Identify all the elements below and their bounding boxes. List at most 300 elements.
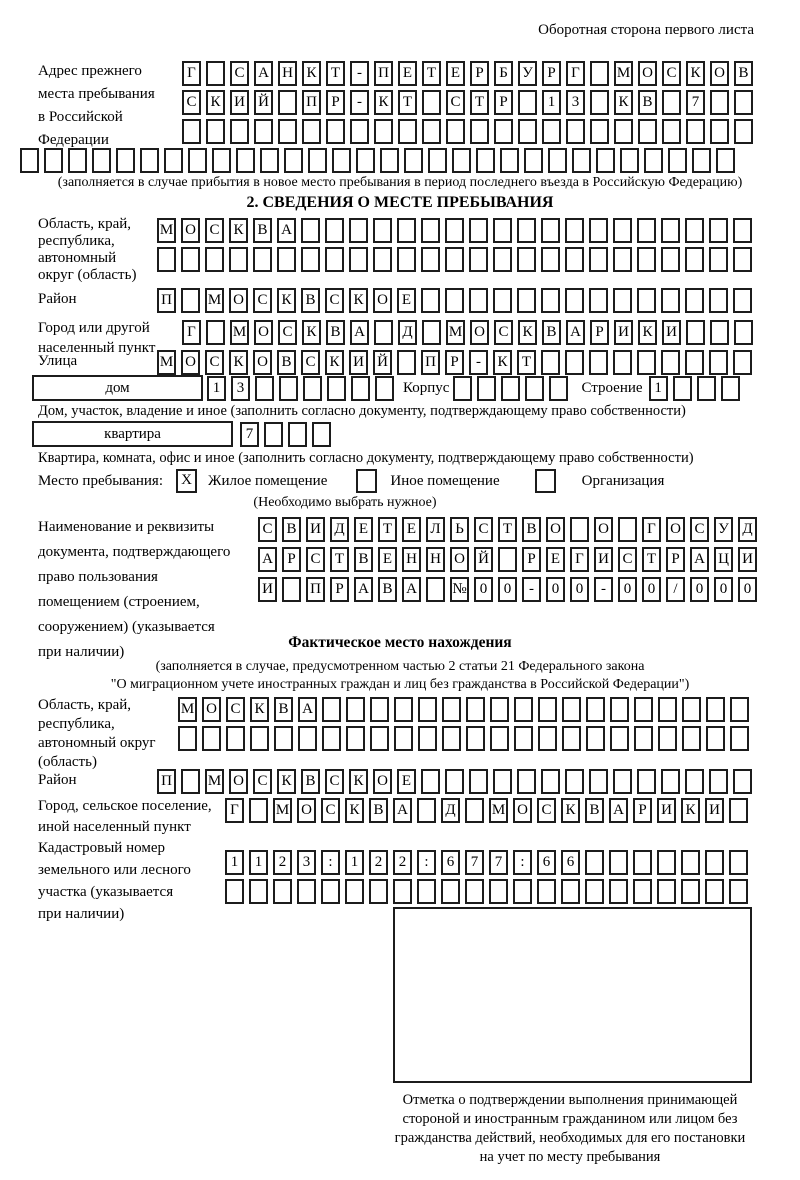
char-box (327, 376, 346, 401)
char-box: К (681, 798, 700, 823)
char-box (710, 90, 729, 115)
char-box (613, 288, 632, 313)
char-box: К (349, 288, 368, 313)
char-box (609, 850, 628, 875)
char-box (393, 879, 412, 904)
char-box: О (181, 218, 200, 243)
char-box: С (446, 90, 465, 115)
char-box (566, 119, 585, 144)
char-box (585, 879, 604, 904)
stay-type-option-zhiloe: Жилое помещение (208, 472, 328, 489)
char-box: М (489, 798, 508, 823)
char-box (562, 697, 581, 722)
char-box (681, 879, 700, 904)
char-box: Д (330, 517, 349, 542)
char-box (469, 218, 488, 243)
label-line: Наименование и реквизиты (38, 519, 215, 535)
char-box: К (206, 90, 225, 115)
label-line: Город или другой (38, 320, 150, 336)
char-box: Т (378, 517, 397, 542)
char-box: Р (330, 577, 349, 602)
char-box (278, 90, 297, 115)
char-box (561, 879, 580, 904)
char-box (517, 769, 536, 794)
stay-type-option-inoe: Иное помещение (390, 472, 500, 489)
label-line: земельного или лесного (38, 862, 191, 878)
char-box: К (561, 798, 580, 823)
char-box: И (230, 90, 249, 115)
char-box (565, 218, 584, 243)
actual-district-label: Район (38, 772, 77, 788)
stay-type-row (38, 469, 664, 493)
char-box (501, 376, 520, 401)
char-box: В (282, 517, 301, 542)
char-box: С (205, 218, 224, 243)
char-box: 3 (566, 90, 585, 115)
char-box (253, 247, 272, 272)
char-box (637, 769, 656, 794)
char-box (590, 119, 609, 144)
char-box: 0 (738, 577, 757, 602)
char-box (565, 288, 584, 313)
stroenie-label: Строение (581, 380, 643, 396)
char-box (610, 697, 629, 722)
char-box (418, 697, 437, 722)
char-box (681, 850, 700, 875)
char-box (301, 218, 320, 243)
char-box (524, 148, 543, 173)
char-box (476, 148, 495, 173)
char-box: 1 (649, 376, 668, 401)
char-box: Т (326, 61, 345, 86)
char-box (661, 218, 680, 243)
char-box: И (657, 798, 676, 823)
char-box: Й (474, 547, 493, 572)
char-box (613, 247, 632, 272)
house-note: Дом, участок, владение и иное (заполнить согласно документу, подтверждающему право собственности) (38, 403, 686, 419)
char-box (303, 376, 322, 401)
char-box (188, 148, 207, 173)
label-line: округ (область) (38, 267, 137, 283)
char-box: М (230, 320, 249, 345)
char-box (634, 697, 653, 722)
char-box (716, 148, 735, 173)
district-row (157, 288, 752, 313)
label-line: гражданства действий, необходимых для его постановки (394, 1130, 746, 1146)
char-box (661, 769, 680, 794)
house-number-boxes (207, 376, 394, 401)
char-box: 0 (546, 577, 565, 602)
char-box: 7 (240, 422, 259, 447)
char-box (662, 119, 681, 144)
char-box: 7 (489, 850, 508, 875)
char-box (260, 148, 279, 173)
char-box: Ь (450, 517, 469, 542)
char-box: Д (441, 798, 460, 823)
char-box: С (278, 320, 297, 345)
char-box: 6 (561, 850, 580, 875)
char-box (445, 218, 464, 243)
char-box: : (417, 850, 436, 875)
char-box (692, 148, 711, 173)
char-box: С (325, 769, 344, 794)
char-box: В (585, 798, 604, 823)
char-box (477, 376, 496, 401)
char-box (610, 726, 629, 751)
char-box (374, 119, 393, 144)
char-box (394, 726, 413, 751)
char-box (589, 350, 608, 375)
char-box: К (345, 798, 364, 823)
char-box (514, 697, 533, 722)
char-box (493, 247, 512, 272)
char-box (596, 148, 615, 173)
char-box (613, 350, 632, 375)
document-row-3 (258, 577, 757, 602)
char-box (205, 247, 224, 272)
char-box: О (254, 320, 273, 345)
char-box (518, 119, 537, 144)
char-box: У (518, 61, 537, 86)
cadastral-row-1 (225, 850, 748, 875)
section2-title: 2. СВЕДЕНИЯ О МЕСТЕ ПРЕБЫВАНИЯ (246, 194, 554, 211)
char-box: - (594, 577, 613, 602)
char-box (298, 726, 317, 751)
char-box (709, 218, 728, 243)
char-box: А (690, 547, 709, 572)
char-box: Е (398, 61, 417, 86)
char-box: П (157, 288, 176, 313)
char-box (312, 422, 331, 447)
char-box (370, 697, 389, 722)
char-box: И (258, 577, 277, 602)
label-line: Кадастровый номер (38, 840, 165, 856)
char-box (428, 148, 447, 173)
char-box: 0 (474, 577, 493, 602)
char-box: : (321, 850, 340, 875)
char-box: С (205, 350, 224, 375)
char-box: С (253, 288, 272, 313)
char-box: Т (330, 547, 349, 572)
char-box: К (493, 350, 512, 375)
char-box: Н (278, 61, 297, 86)
char-box: 7 (686, 90, 705, 115)
char-box: О (181, 350, 200, 375)
char-box: А (298, 697, 317, 722)
char-box (637, 288, 656, 313)
char-box (351, 376, 370, 401)
char-box (517, 247, 536, 272)
char-box (541, 769, 560, 794)
char-box (489, 879, 508, 904)
char-box: И (738, 547, 757, 572)
char-box (733, 218, 752, 243)
stay-type-checkbox-zhiloe: X (176, 469, 197, 493)
char-box (264, 422, 283, 447)
char-box (729, 798, 748, 823)
char-box (181, 769, 200, 794)
char-box: Г (570, 547, 589, 572)
char-box: - (350, 61, 369, 86)
actual-region-row-2 (178, 726, 749, 751)
char-box: М (157, 218, 176, 243)
char-box (230, 119, 249, 144)
char-box: П (157, 769, 176, 794)
document-row-1 (258, 517, 757, 542)
char-box (373, 247, 392, 272)
char-box: 1 (249, 850, 268, 875)
char-box: О (470, 320, 489, 345)
char-box: А (258, 547, 277, 572)
char-box (426, 577, 445, 602)
char-box (500, 148, 519, 173)
char-box (277, 247, 296, 272)
char-box (657, 850, 676, 875)
char-box (542, 119, 561, 144)
char-box: Г (225, 798, 244, 823)
char-box (709, 769, 728, 794)
char-box (721, 376, 740, 401)
char-box: И (662, 320, 681, 345)
cadastral-label (38, 837, 191, 925)
char-box (709, 288, 728, 313)
char-box: 2 (369, 850, 388, 875)
char-box (590, 90, 609, 115)
char-box (398, 119, 417, 144)
char-box: И (705, 798, 724, 823)
char-box: К (686, 61, 705, 86)
char-box (465, 879, 484, 904)
char-box: 6 (441, 850, 460, 875)
char-box: С (258, 517, 277, 542)
char-box (661, 247, 680, 272)
char-box (225, 879, 244, 904)
char-box: Г (642, 517, 661, 542)
char-box (373, 218, 392, 243)
char-box: С (321, 798, 340, 823)
char-box: 2 (273, 850, 292, 875)
char-box: 1 (542, 90, 561, 115)
char-box (541, 288, 560, 313)
street-row (157, 350, 752, 375)
char-box: 0 (498, 577, 517, 602)
char-box (279, 376, 298, 401)
char-box: О (638, 61, 657, 86)
char-box: В (354, 547, 373, 572)
char-box: С (494, 320, 513, 345)
char-box: Г (566, 61, 585, 86)
char-box: Н (426, 547, 445, 572)
char-box: К (302, 61, 321, 86)
char-box (422, 320, 441, 345)
char-box (417, 798, 436, 823)
char-box (637, 218, 656, 243)
char-box: Т (398, 90, 417, 115)
label-line: автономный округ (38, 735, 156, 751)
page-side-note: Оборотная сторона первого листа (538, 22, 754, 38)
char-box: И (614, 320, 633, 345)
char-box (538, 726, 557, 751)
char-box (249, 879, 268, 904)
char-box (349, 218, 368, 243)
char-box: В (301, 288, 320, 313)
street-label: Улица (38, 353, 78, 369)
char-box (157, 247, 176, 272)
char-box: 2 (393, 850, 412, 875)
label-line: Область, край, (38, 697, 132, 713)
char-box: Е (354, 517, 373, 542)
char-box (278, 119, 297, 144)
stay-type-checkbox-org (535, 469, 556, 493)
char-box (397, 218, 416, 243)
char-box: Г (182, 61, 201, 86)
actual-city-label (38, 796, 212, 838)
char-box (288, 422, 307, 447)
prev-address-note: (заполняется в случае прибытия в новое место пребывания в период последнего въезда в Российскую Федерацию) (57, 175, 743, 190)
char-box (350, 119, 369, 144)
char-box (44, 148, 63, 173)
char-box (490, 726, 509, 751)
stamp-note (368, 1091, 772, 1167)
char-box (374, 320, 393, 345)
char-box (733, 350, 752, 375)
prev-address-row-3 (182, 119, 753, 144)
house-type-field: дом (32, 375, 203, 401)
char-box: М (178, 697, 197, 722)
char-box: О (666, 517, 685, 542)
label-line: (заполняется в случае, предусмотренном частью 2 статьи 21 Федерального закона (155, 659, 645, 674)
char-box (206, 119, 225, 144)
char-box (517, 218, 536, 243)
apartment-note: Квартира, комната, офис и иное (заполнить согласно документу, подтверждающему право собственности) (38, 450, 694, 466)
char-box (284, 148, 303, 173)
char-box: Р (633, 798, 652, 823)
char-box (325, 218, 344, 243)
char-box: С (306, 547, 325, 572)
actual-region-label (38, 696, 156, 772)
char-box: К (374, 90, 393, 115)
char-box (349, 247, 368, 272)
char-box (729, 850, 748, 875)
char-box (421, 218, 440, 243)
char-box: Р (326, 90, 345, 115)
char-box (658, 726, 677, 751)
char-box: Р (282, 547, 301, 572)
char-box: К (277, 769, 296, 794)
actual-region-boxes (178, 697, 749, 755)
label-line: право пользования (38, 569, 158, 585)
char-box: А (350, 320, 369, 345)
char-box (370, 726, 389, 751)
prev-address-boxes (182, 61, 753, 148)
char-box: О (253, 350, 272, 375)
char-box: Д (398, 320, 417, 345)
char-box (709, 350, 728, 375)
char-box (421, 288, 440, 313)
char-box (565, 247, 584, 272)
prev-address-row-2 (182, 90, 753, 115)
char-box: П (306, 577, 325, 602)
char-box (685, 218, 704, 243)
char-box: И (306, 517, 325, 542)
char-box (644, 148, 663, 173)
char-box (662, 90, 681, 115)
char-box: 0 (642, 577, 661, 602)
label-line: на учет по месту пребывания (479, 1149, 661, 1165)
char-box: М (157, 350, 176, 375)
label-line: Адрес прежнего (38, 63, 142, 79)
char-box: С (537, 798, 556, 823)
char-box (685, 769, 704, 794)
label-line: документа, подтверждающего (38, 544, 231, 560)
char-box (493, 769, 512, 794)
char-box: 1 (225, 850, 244, 875)
korpus-label: Корпус (403, 380, 450, 396)
char-box: 1 (345, 850, 364, 875)
char-box (589, 218, 608, 243)
label-line: помещением (строением, (38, 594, 200, 610)
char-box (638, 119, 657, 144)
char-box (589, 769, 608, 794)
char-box (182, 119, 201, 144)
char-box: О (710, 61, 729, 86)
char-box (661, 288, 680, 313)
label-line: (область) (38, 754, 97, 770)
char-box (589, 288, 608, 313)
char-box (466, 697, 485, 722)
char-box: К (250, 697, 269, 722)
char-box (206, 320, 225, 345)
char-box: П (421, 350, 440, 375)
char-box (321, 879, 340, 904)
char-box (322, 726, 341, 751)
char-box: В (301, 769, 320, 794)
label-line: иной населенный пункт (38, 819, 191, 835)
char-box (514, 726, 533, 751)
house-row (32, 375, 740, 401)
char-box (226, 726, 245, 751)
char-box (705, 850, 724, 875)
char-box (517, 288, 536, 313)
registration-stamp-box (393, 907, 752, 1083)
char-box (445, 288, 464, 313)
char-box: С (182, 90, 201, 115)
char-box: С (662, 61, 681, 86)
char-box: М (446, 320, 465, 345)
char-box: Т (470, 90, 489, 115)
actual-region-row-1 (178, 697, 749, 722)
char-box (705, 879, 724, 904)
char-box (446, 119, 465, 144)
char-box (733, 769, 752, 794)
char-box (709, 247, 728, 272)
char-box (609, 879, 628, 904)
korpus-boxes (453, 376, 568, 401)
char-box (442, 726, 461, 751)
char-box (301, 247, 320, 272)
char-box: К (614, 90, 633, 115)
char-box (637, 350, 656, 375)
char-box: 0 (690, 577, 709, 602)
char-box (20, 148, 39, 173)
char-box: 1 (207, 376, 226, 401)
char-box: В (378, 577, 397, 602)
cadastral-boxes (225, 850, 748, 908)
region-row-2 (157, 247, 752, 272)
stay-type-label: Место пребывания: (38, 472, 163, 489)
char-box (565, 769, 584, 794)
char-box (422, 119, 441, 144)
